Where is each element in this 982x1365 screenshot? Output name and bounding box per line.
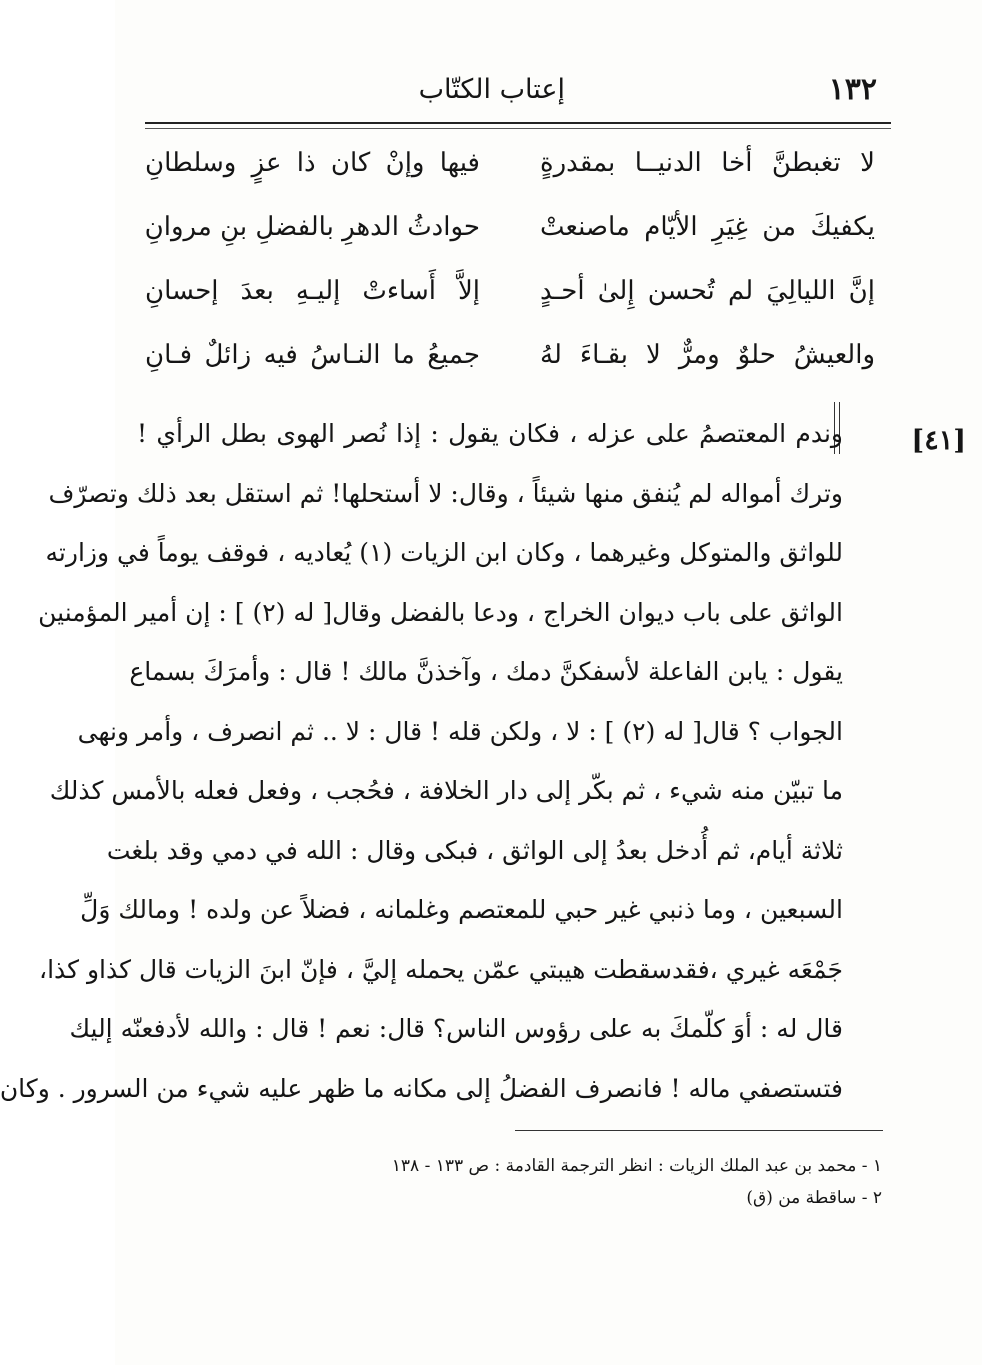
text-line: الواثق على باب ديوان الخراج ، ودعا بالفضل وقال[ له (٢) ] : إن أمير المؤمنين (38, 597, 843, 627)
text-line: ثلاثة أيام، ثم أُدخل بعدُ إلى الواثق ، فبكى وقال : الله في دمي وقد بلغت (106, 835, 843, 865)
text-line: قال له : أوَ كلّمكَ به على رؤوس الناس؟ قال: نعم ! قال : والله لأدفعنّه إليك (69, 1014, 843, 1043)
verse-second-hemistich: جميعُ ما النـاسُ فيه زائلٌ فـانِ (145, 340, 480, 370)
header-rule-thin (145, 128, 891, 129)
body-text (0, 404, 843, 1118)
text-line: جَمْعَه غيري ،فقدسقطت هيبتي عمّن يحمله إليَّ ، فإنّ ابنَ الزيات قال كذاو كذا، (39, 954, 843, 984)
footnote: ١ - محمد بن عبد الملك الزيات : انظر الترجمة القادمة : ص ١٣٣ - ١٣٨ (391, 1156, 882, 1176)
verse-first-hemistich: إنَّ الليالِيَ لم تُحسن إِلىٰ أحـدٍ (540, 276, 875, 306)
footnote-rule (515, 1130, 883, 1131)
running-title: إعتاب الكتّاب (418, 74, 565, 105)
poem-verse (145, 204, 875, 268)
verse-second-hemistich: فيها وإنْ كان ذا عزٍ وسلطانِ (145, 148, 480, 178)
page-number: ١٣٢ (828, 72, 877, 107)
header-rule (145, 122, 891, 124)
footnotes (282, 1150, 882, 1214)
verse-second-hemistich: حوادثُ الدهرِ بالفضلِ بنِ مروانِ (144, 212, 480, 242)
text-line: وترك أمواله لم يُنفق منها شيئاً ، وقال: لا أستحلها! ثم استقل بعد ذلك وتصرّف (48, 478, 843, 508)
text-line: فتستصفي ماله ! فانصرف الفضلُ إلى مكانه ما ظهر عليه شيء من السرور . وكان (0, 1073, 843, 1103)
text-line: للواثق والمتوكل وغيرهما ، وكان ابن الزيات (١) يُعاديه ، فوقف يوماً في وزارته (45, 538, 843, 567)
poem-verse (145, 332, 875, 396)
poem (145, 140, 875, 396)
text-line: الجواب ؟ قال[ له (٢) ] : لا ، ولكن قله ! قال : لا .. ثم انصرف ، وأمر ونهى (77, 716, 843, 746)
poem-verse (145, 268, 875, 332)
text-line: وندم المعتصمُ على عزله ، فكان يقول : إذا نُصر الهوى بطل الرأي ! (137, 419, 843, 448)
footnote: ٢ - ساقطة من (ق) (746, 1188, 882, 1208)
verse-first-hemistich: والعيشُ حلوٌ ومرٌّ لا بقـاءَ لهُ (540, 340, 875, 370)
verse-first-hemistich: لا تغبطنَّ أخا الدنيــا بمقدرةٍ (540, 148, 875, 178)
poem-verse (145, 140, 875, 204)
text-line: ما تبيّن منه شيء ، ثم بكّر إلى دار الخلافة ، فحُجب ، وفعل فعله بالأمس كذلك (49, 776, 843, 805)
page-header (145, 70, 895, 120)
paragraph-number: [٤١] (911, 425, 966, 456)
verse-first-hemistich: يكفيكَ من غِيَرِ الأيّام ماصنعتْ (540, 212, 875, 242)
text-line: السبعين ، وما ذنبي غير حبي للمعتصم وغلمانه ، فضلاً عن ولده ! ومالك وَلِّ (80, 895, 843, 924)
verse-second-hemistich: إلاَّ أَساءتْ إليـهِ بعدَ إحسانِ (145, 276, 480, 306)
text-line: يقول : يابن الفاعلة لأسفكنَّ دمك ، وآخذنَّ مالك ! قال : وأمرَكَ بسماع (129, 657, 843, 686)
